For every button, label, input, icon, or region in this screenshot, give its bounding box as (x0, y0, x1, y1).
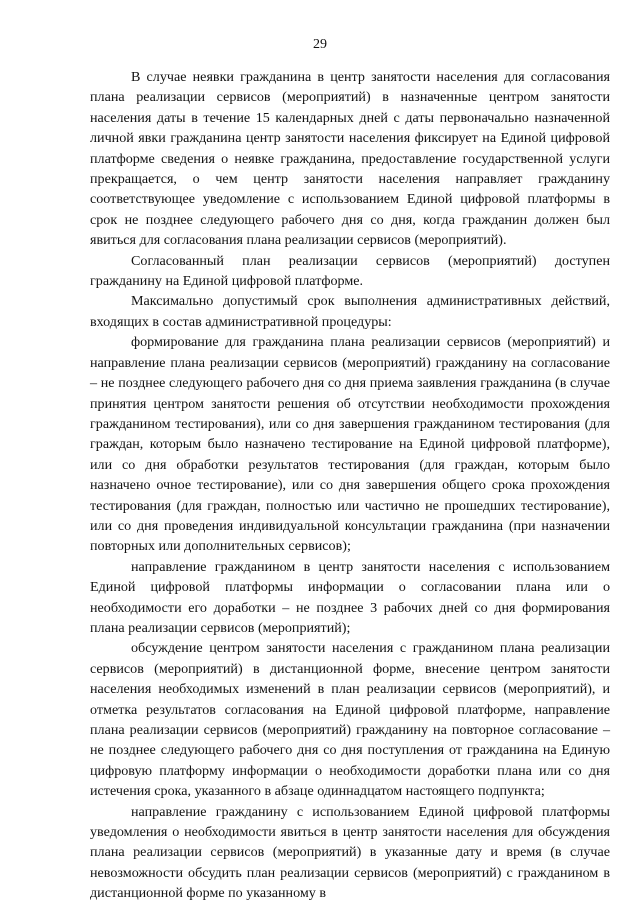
paragraph-agreed-plan-availability: Согласованный план реализации сервисов (мероприятий) доступен гражданину на Единой цифровой платформе. (90, 252, 610, 290)
paragraph-plan-discussion: обсуждение центром занятости населения с гражданином плана реализации сервисов (мероприятий) в дистанционной форме, внесение центром занятости населения необходимых изменений в план реализации сервисов (мероприятий), и отметка результатов согласования на Единой цифровой платформе, направление плана реализации сервисов (мероприятий) гражданину на повторное согласование – не позднее следующего рабочего дня со дня поступления от гражданина на Единую цифровую платформу информации о необходимости доработки плана или со дня истечения срока, указанного в абзаце одиннадцатом настоящего подпункта; (90, 640, 610, 800)
paragraph-plan-response: направление гражданином в центр занятости населения с использованием Единой цифровой платформы информации о согласовании плана или о необходимости его доработки – не позднее 3 рабочих дней со дня формирования плана реализации сервисов (мероприятий); (90, 558, 610, 636)
paragraph-no-show-termination: В случае неявки гражданина в центр занятости населения для согласования плана реализации сервисов (мероприятий) в назначенные центром занятости населения даты в течение 15 календарных дней с даты первоначально назначенной личной явки гражданина центр занятости населения фиксирует на Единой цифровой платформе сведения о неявке гражданина, предоставление государственной услуги прекращается, о чем центр занятости населения направляет гражданину соответствующее уведомление с использованием Единой цифровой платформы в срок не позднее следующего рабочего дня со дня, когда гражданин должен был явиться для согласования плана реализации сервисов (мероприятий). (90, 69, 610, 249)
paragraph-plan-formation: формирование для гражданина плана реализации сервисов (мероприятий) и направление плана реализации сервисов (мероприятий) гражданину на согласование – не позднее следующего рабочего дня со дня приема заявления гражданина (в случае принятия центром занятости решения об отсутствии необходимости прохождения гражданином тестирования), или со дня завершения гражданином тестирования (для граждан, которым было назначено тестирование на Единой цифровой платформе), или со дня обработки результатов тестирования (для граждан, которым было назначено очное тестирование), или со дня завершения общего срока прохождения тестирования (для граждан, полностью или частично не прошедших тестирование), или со дня проведения индивидуальной консультации гражданина (при назначении повторных или дополнительных сервисов); (90, 334, 610, 555)
paragraph-notification: направление гражданину с использованием Единой цифровой платформы уведомления о необходимости явиться в центр занятости населения для обсуждения плана реализации сервисов (мероприятий) в указанные дату и время (в случае невозможности обсудить план реализации сервисов (мероприятий) с гражданином в дистанционной форме по указанному в (90, 803, 610, 902)
page-number: 29 (313, 37, 327, 52)
paragraph-max-time-intro: Максимально допустимый срок выполнения административных действий, входящих в состав административной процедуры: (90, 293, 610, 330)
page-body (90, 67, 610, 904)
